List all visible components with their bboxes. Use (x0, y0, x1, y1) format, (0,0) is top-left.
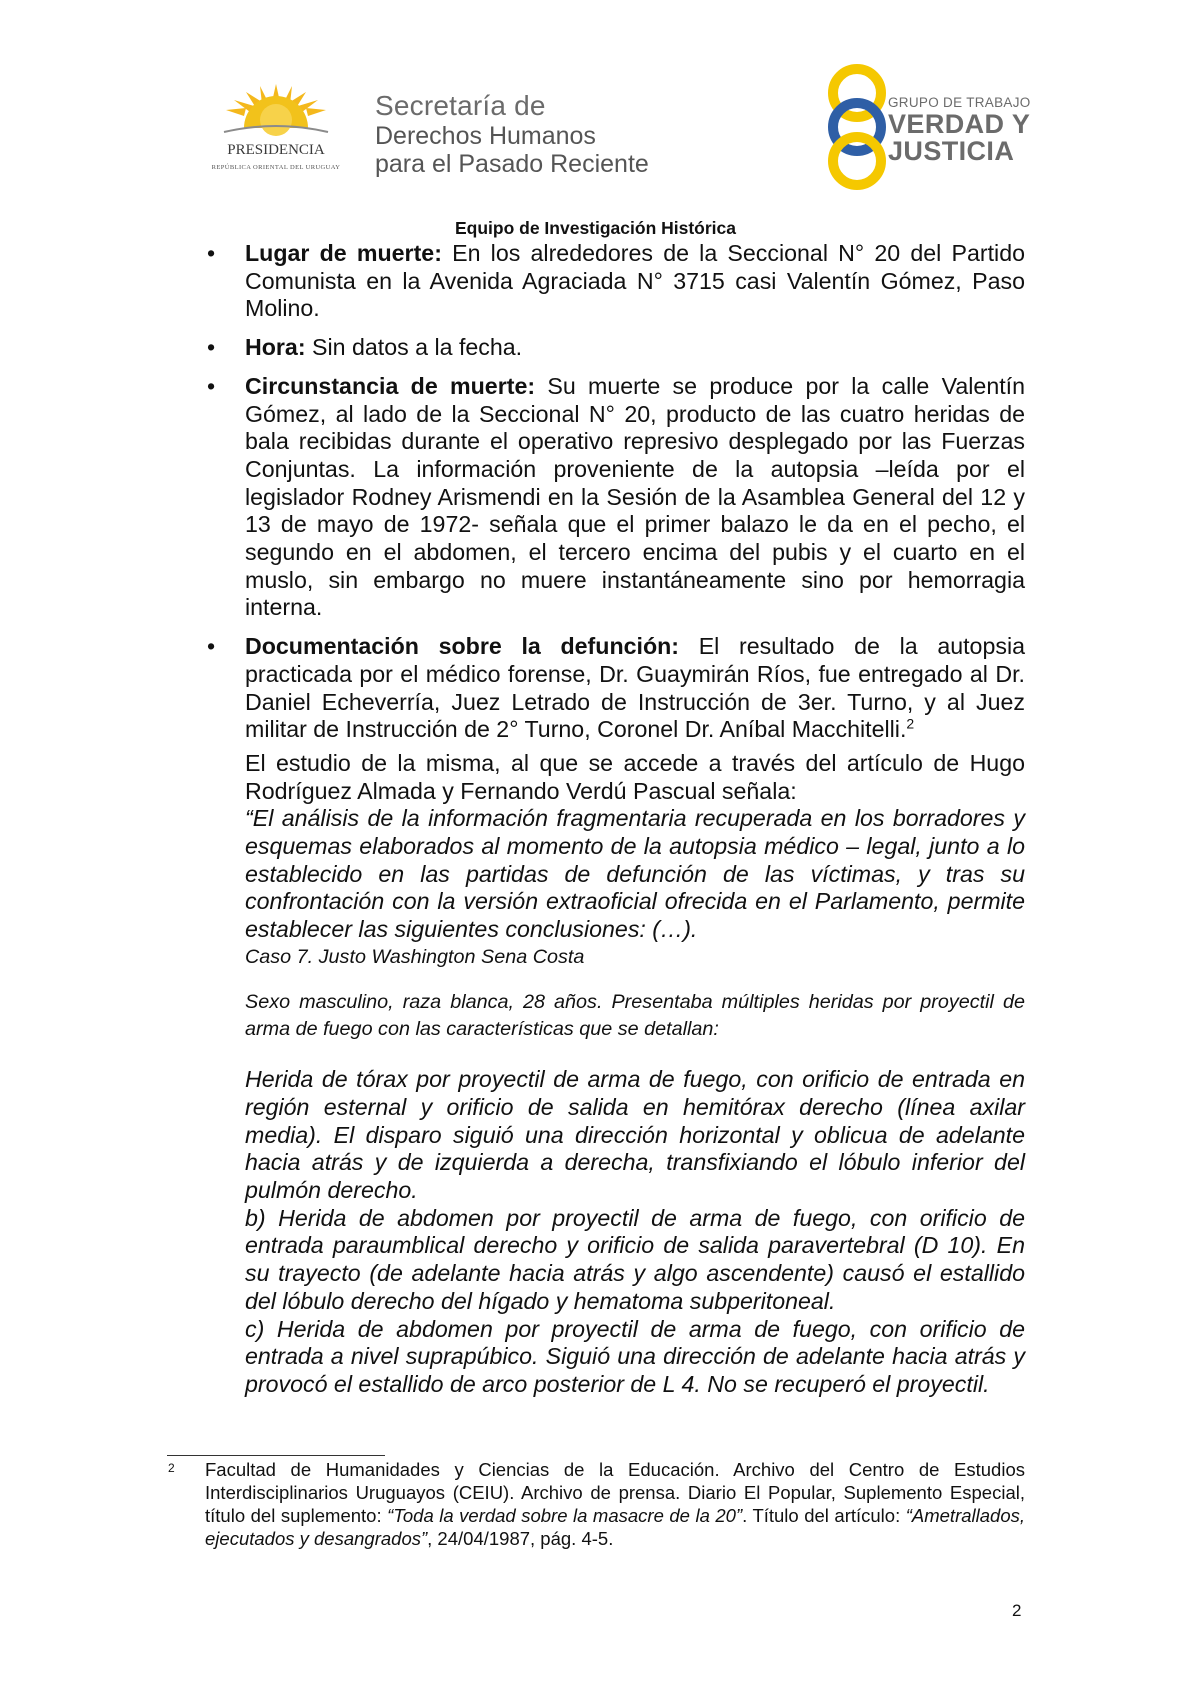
presidencia-subtitle: REPÚBLICA ORIENTAL DEL URUGUAY (211, 164, 341, 171)
sun-icon (196, 80, 356, 142)
footnote-text (205, 1458, 1025, 1550)
grupo-line-2: VERDAD Y (888, 109, 1031, 139)
secretaria-line-1: Secretaría de (375, 90, 546, 121)
herida-c-paragraph: c) Herida de abdomen por proyectil de arma de fuego, con orificio de entrada a nivel suprapúbico. Siguió una dirección de adelante hacia atrás y provocó el estallido de arco posterior de L 4. No se recuperó el proyectil. (245, 1315, 1025, 1397)
bullet-lugar-de-muerte (205, 240, 1025, 323)
footnote-number: 2 (168, 1461, 175, 1475)
circunstancia-label: Circunstancia de muerte: (245, 372, 536, 399)
secretaria-line-2: Derechos Humanos (375, 122, 596, 150)
documentacion-text: El resultado de la autopsia practicada por el médico forense, Dr. Guaymirán Ríos, fue entregado al Dr. Daniel Echeverría, Juez Letrado de Instrucción de 3er. Turno, y al Juez militar de Instrucción de 2° Turno, Coronel Dr. Aníbal Macchitelli. (245, 633, 1025, 743)
bullet-circunstancia (205, 373, 1025, 622)
circunstancia-text: Su muerte se produce por la calle Valentín Gómez, al lado de la Seccional N° 20, producto de las cuatro heridas de bala recibidas durante el operativo represivo desplegado por las Fuerzas Conjuntas. La información proveniente de la autopsia –leída por el legislador Rodney Arismendi en la Sesión de la Asamblea General del 12 y 13 de mayo de 1972- señala que el primer balazo le da en el pecho, el segundo en el abdomen, el tercero encima del pubis y el cuarto en el muslo, sin embargo no muere instantáneamente sino por hemorragia interna. (245, 372, 1025, 621)
footnote-supplement-title: “Toda la verdad sobre la masacre de la 20” (387, 1505, 743, 1526)
presidencia-title: PRESIDENCIA (227, 142, 325, 158)
presidencia-logo (196, 80, 356, 180)
hora-text: Sin datos a la fecha. (305, 334, 523, 361)
bullet-hora (205, 334, 1025, 362)
bullet-icon: • (207, 372, 216, 399)
bullet-documentacion (205, 633, 1025, 744)
lugar-text: En los alrededores de la Seccional N° 20 del Partido Comunista en la Avenida Agraciada N° 3715 casi Valentín Gómez, Paso Molino. (245, 240, 1025, 322)
herida-a-paragraph: Herida de tórax por proyectil de arma de fuego, con orificio de entrada en región esternal y orificio de salida en hemitórax derecho (línea axilar media). El disparo siguió una dirección horizontal y oblicua de adelante hacia atrás y de izquierda a derecha, transfixiando el lóbulo inferior del pulmón derecho. (245, 1066, 1025, 1204)
bullet-icon: • (207, 334, 216, 361)
footnote-separator (167, 1455, 385, 1456)
document-body (205, 240, 1025, 1399)
footnote-part-3: , 24/04/1987, pág. 4-5. (427, 1528, 614, 1549)
footnote-ref[interactable]: 2 (906, 715, 915, 732)
footnote-part-2: . Título del artículo: (742, 1505, 906, 1526)
sexo-paragraph: Sexo masculino, raza blanca, 28 años. Presentaba múltiples heridas por proyectil de arma de fuego con las características que se detallan: (245, 990, 1025, 1041)
grupo-trabajo-text (888, 95, 1031, 165)
page-number: 2 (1012, 1601, 1022, 1620)
hora-label: Hora: (245, 334, 306, 361)
caso-heading: Caso 7. Justo Washington Sena Costa (245, 945, 585, 968)
documentacion-label: Documentación sobre la defunción: (245, 633, 679, 660)
herida-b-paragraph: b) Herida de abdomen por proyectil de arma de fuego, con orificio de entrada paraumblical derecho y orificio de salida paravertebral (D 10). En su trayecto (de adelante hacia atrás y algo ascendente) causó el estallido del lóbulo derecho del hígado y hematoma subperitoneal. (245, 1204, 1025, 1314)
bullet-icon: • (207, 633, 216, 660)
grupo-line-1: GRUPO DE TRABAJO (888, 95, 1031, 110)
footnote-article-title: “Ametrallados, ejecutados y desangrados” (205, 1505, 1025, 1549)
team-title: Equipo de Investigación Histórica (454, 218, 737, 238)
grupo-line-3: JUSTICIA (888, 136, 1015, 166)
footnote-part-1: Facultad de Humanidades y Ciencias de la Educación. Archivo del Centro de Estudios Interdisciplinarios Uruguayos (CEIU). Archivo de prensa. Diario El Popular, Suplemento Especial, título del suplemento: (205, 1459, 1025, 1526)
estudio-paragraph: El estudio de la misma, al que se accede a través del artículo de Hugo Rodríguez Almada y Fernando Verdú Pascual señala: (245, 749, 1025, 804)
bullet-icon: • (207, 240, 216, 266)
secretaria-logo-text (375, 90, 649, 178)
lugar-label: Lugar de muerte: (245, 240, 442, 266)
quote-paragraph: “El análisis de la información fragmentaria recuperada en los borradores y esquemas elaborados al momento de la autopsia médico – legal, junto a lo establecido en las partidas de defunción de las víctimas, y tras su confrontación con la versión extraoficial ofrecida en el Parlamento, permite establecer las siguientes conclusiones: (…). (245, 805, 1025, 943)
secretaria-line-3: para el Pasado Reciente (375, 150, 649, 178)
